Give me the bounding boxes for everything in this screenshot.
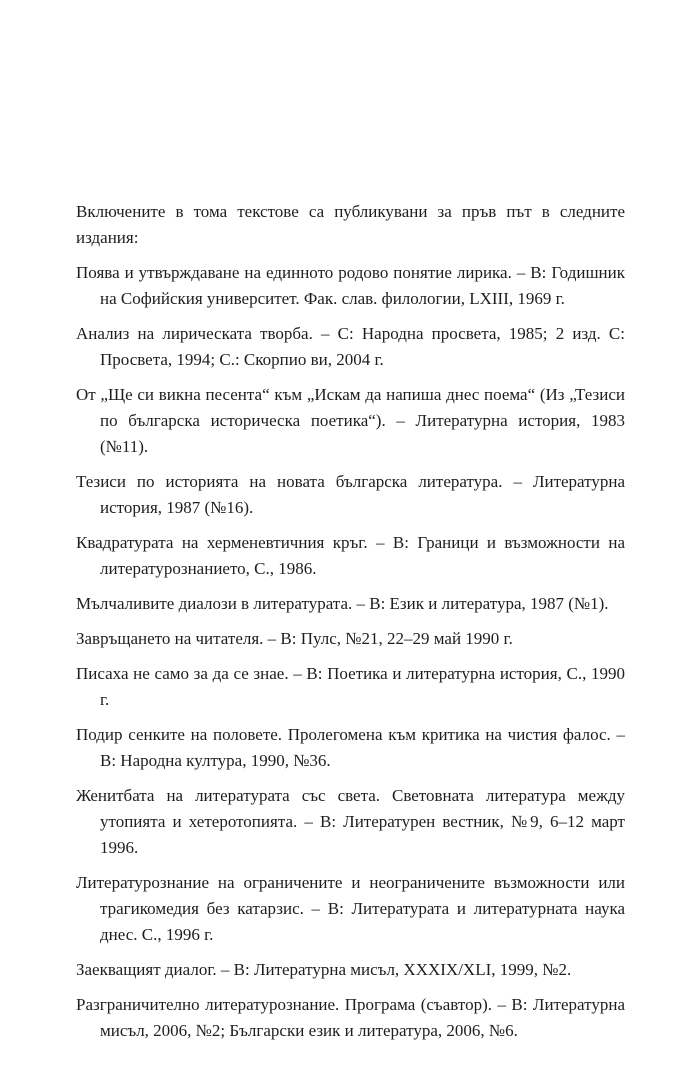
bibliography-entry: От „Ще си викна песента“ към „Искам да напиша днес поема“ (Из „Тезиси по българска историческа поетика“). – Литературна история, 1983 (№11). xyxy=(76,385,625,456)
bibliography-entry: Поява и утвърждаване на единното родово понятие лирика. – В: Годишник на Софийския университет. Фак. слав. филологии, LXIII, 1969 г. xyxy=(76,263,625,308)
bibliography-entry: Литературознание на ограничените и неограничените възможности или трагикомедия без катарзис. – В: Литературата и литературната наука днес. С., 1996 г. xyxy=(76,873,625,944)
bibliography-entry: Тезиси по историята на новата българска литература. – Литературна история, 1987 (№16). xyxy=(76,472,625,517)
bibliography-entry: Квадратурата на херменевтичния кръг. – В: Граници и възможности на литературознанието, С., 1986. xyxy=(76,533,625,578)
bibliography-entry: Заекващият диалог. – В: Литературна мисъл, XXXIX/XLI, 1999, №2. xyxy=(76,960,572,979)
bibliography-entry: Завръщането на читателя. – В: Пулс, №21, 22–29 май 1990 г. xyxy=(76,629,513,648)
bibliography-entry: Анализ на лирическата творба. – С: Народна просвета, 1985; 2 изд. С: Просвета, 1994; С.: Скорпио ви, 2004 г. xyxy=(76,324,625,369)
bibliography-entry: Женитбата на литературата със света. Световната литература между утопията и хетеротопията. – В: Литературен вестник, №9, 6–12 март 1996. xyxy=(76,786,625,857)
bibliography-entry: Разграничително литературознание. Програма (съавтор). – В: Литературна мисъл, 2006, №2; Български език и литература, 2006, №6. xyxy=(76,995,625,1040)
bibliography-entry: Подир сенките на половете. Пролегомена към критика на чистия фалос. – В: Народна култура, 1990, №36. xyxy=(76,725,625,770)
bibliography-page xyxy=(76,199,625,1053)
bibliography-entry: Писаха не само за да се знае. – В: Поетика и литературна история, С., 1990 г. xyxy=(76,664,625,709)
bibliography-entry: Мълчаливите диалози в литературата. – В: Език и литература, 1987 (№1). xyxy=(76,594,609,613)
intro-text: Включените в тома текстове са публикувани за пръв път в следните издания: xyxy=(76,202,625,247)
